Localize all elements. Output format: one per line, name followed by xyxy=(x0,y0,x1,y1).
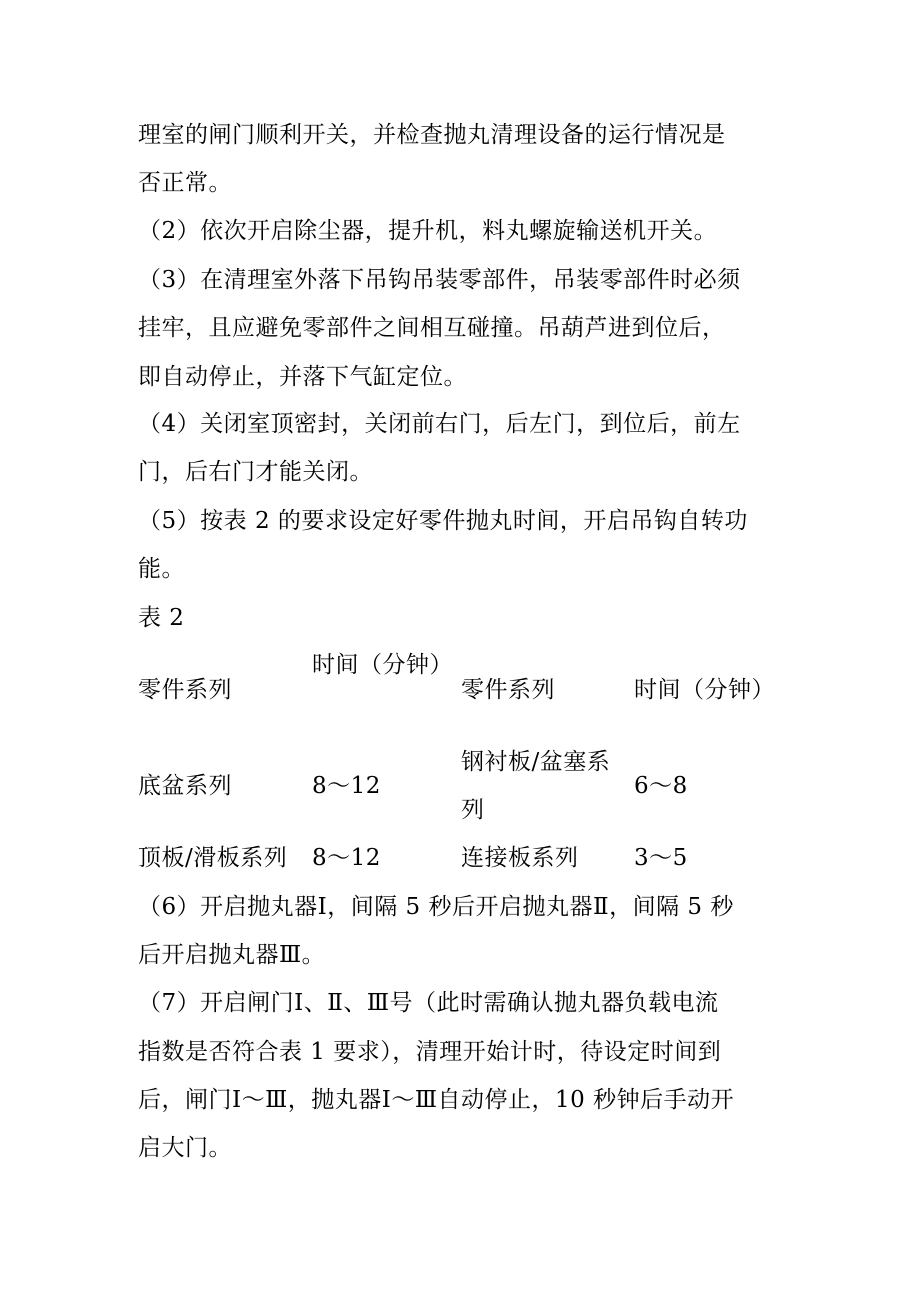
paragraph-7-line-4: 启大门。 xyxy=(138,1135,232,1161)
table-row-2-series: 顶板/滑板系列 xyxy=(138,845,288,871)
table-row-1-series-2-line-2: 列 xyxy=(461,797,485,823)
paragraph-4-line-1: （4）关闭室顶密封，关闭前右门，后左门，到位后，前左 xyxy=(138,411,741,437)
table-header-time-1: 时间（分钟） xyxy=(312,652,453,678)
table-row-1-series: 底盆系列 xyxy=(138,773,232,799)
paragraph-7-line-2: 指数是否符合表 1 要求），清理开始计时，待设定时间到 xyxy=(138,1039,722,1065)
table-row-1-time: 8～12 xyxy=(312,773,381,799)
paragraph-3-line-1: （3）在清理室外落下吊钩吊装零部件，吊装零部件时必须 xyxy=(138,267,741,293)
paragraph-3-line-2: 挂牢，且应避免零部件之间相互碰撞。吊葫芦进到位后， xyxy=(138,315,726,341)
paragraph-6-line-2: 后开启抛丸器Ⅲ。 xyxy=(138,942,326,968)
paragraph-5-line-2: 能。 xyxy=(138,556,185,582)
table-row-1-time-2: 6～8 xyxy=(634,773,688,799)
table-header-time-2: 时间（分钟） xyxy=(634,677,775,703)
paragraph-5-line-1: （5）按表 2 的要求设定好零件抛丸时间，开启吊钩自转功 xyxy=(138,508,748,534)
paragraph-3-line-3: 即自动停止，并落下气缸定位。 xyxy=(138,364,467,390)
table-row-2-time-2: 3～5 xyxy=(634,845,688,871)
table-header-parts-series-1: 零件系列 xyxy=(138,677,232,703)
paragraph-1-line-2: 否正常。 xyxy=(138,170,232,196)
paragraph-4-line-2: 门，后右门才能关闭。 xyxy=(138,459,373,485)
paragraph-7-line-1: （7）开启闸门Ⅰ、Ⅱ、Ⅲ号（此时需确认抛丸器负载电流 xyxy=(138,990,719,1016)
table-row-2-time: 8～12 xyxy=(312,845,381,871)
paragraph-6-line-1: （6）开启抛丸器Ⅰ，间隔 5 秒后开启抛丸器Ⅱ，间隔 5 秒 xyxy=(138,894,734,920)
paragraph-2-line-1: （2）依次开启除尘器，提升机，料丸螺旋输送机开关。 xyxy=(138,218,718,244)
table-row-1-series-2-line-1: 钢衬板/盆塞系 xyxy=(461,749,611,775)
table-header-parts-series-2: 零件系列 xyxy=(461,677,555,703)
paragraph-1-line-1: 理室的闸门顺利开关，并检查抛丸清理设备的运行情况是 xyxy=(138,122,726,148)
table-caption: 表 2 xyxy=(138,605,185,631)
table-row-2-series-2: 连接板系列 xyxy=(461,845,579,871)
paragraph-7-line-3: 后，闸门Ⅰ～Ⅲ，抛丸器Ⅰ～Ⅲ自动停止，10 秒钟后手动开 xyxy=(138,1087,735,1113)
